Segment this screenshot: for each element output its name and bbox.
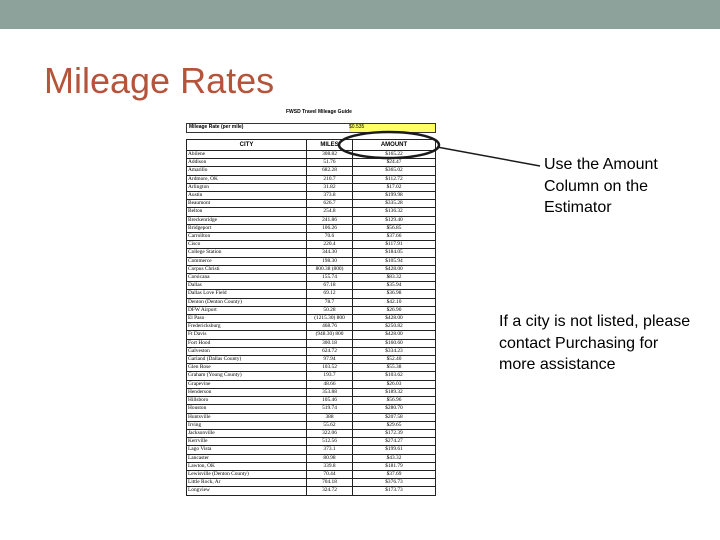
city-cell: Irving bbox=[187, 421, 307, 429]
table-row bbox=[187, 274, 436, 282]
miles-cell: 682.28 bbox=[307, 167, 353, 175]
amount-column-note: Use the Amount Column on the Estimator bbox=[544, 156, 658, 216]
amount-cell: $103.62 bbox=[353, 372, 436, 380]
header-bar bbox=[0, 0, 720, 29]
miles-cell: 626.7 bbox=[307, 200, 353, 208]
table-row bbox=[187, 331, 436, 339]
city-cell: Jacksonville bbox=[187, 429, 307, 437]
miles-cell: 324.72 bbox=[307, 487, 353, 495]
amount-cell: $428.00 bbox=[353, 331, 436, 339]
table-row bbox=[187, 397, 436, 405]
miles-cell: 48.66 bbox=[307, 380, 353, 388]
amount-cell: $105.94 bbox=[353, 257, 436, 265]
city-cell: El Paso bbox=[187, 315, 307, 323]
miles-cell: 193.7 bbox=[307, 372, 353, 380]
miles-cell: 468.76 bbox=[307, 323, 353, 331]
guide-title: FWSD Travel Mileage Guide bbox=[286, 109, 352, 115]
miles-cell: 300.18 bbox=[307, 339, 353, 347]
city-cell: Kerrville bbox=[187, 438, 307, 446]
table-row bbox=[187, 364, 436, 372]
table-row bbox=[187, 372, 436, 380]
miles-cell: (948.30) 800 bbox=[307, 331, 353, 339]
city-cell: Bridgeport bbox=[187, 224, 307, 232]
miles-cell: 78.7 bbox=[307, 298, 353, 306]
table-row bbox=[187, 323, 436, 331]
city-cell: Abilene bbox=[187, 151, 307, 159]
miles-cell: 800.38 (800) bbox=[307, 265, 353, 273]
city-cell: Lewisville (Denton County) bbox=[187, 470, 307, 478]
amount-cell: $335.28 bbox=[353, 200, 436, 208]
city-cell: Addison bbox=[187, 159, 307, 167]
miles-cell: 80.98 bbox=[307, 454, 353, 462]
city-cell: Henderson bbox=[187, 388, 307, 396]
city-cell: Little Rock, Ar bbox=[187, 479, 307, 487]
mileage-rate-cell bbox=[349, 124, 435, 132]
miles-cell: 373.1 bbox=[307, 446, 353, 454]
amount-cell: $365.02 bbox=[353, 167, 436, 175]
table-row bbox=[187, 454, 436, 462]
table-row bbox=[187, 388, 436, 396]
callout-line bbox=[437, 147, 540, 166]
city-cell: Grapevine bbox=[187, 380, 307, 388]
table-row bbox=[187, 462, 436, 470]
amount-cell: $29.65 bbox=[353, 421, 436, 429]
column-header-city: CITY bbox=[187, 140, 307, 151]
table-body bbox=[187, 151, 436, 496]
city-cell: Belton bbox=[187, 208, 307, 216]
miles-cell: 519.74 bbox=[307, 405, 353, 413]
city-cell: DFW Airport bbox=[187, 306, 307, 314]
city-cell: Longview bbox=[187, 487, 307, 495]
amount-cell: $129.40 bbox=[353, 216, 436, 224]
mileage-table bbox=[186, 139, 436, 496]
amount-cell: $83.32 bbox=[353, 274, 436, 282]
amount-cell: $136.32 bbox=[353, 208, 436, 216]
city-cell: Breckenridge bbox=[187, 216, 307, 224]
city-cell: Lancaster bbox=[187, 454, 307, 462]
city-cell: Dallas bbox=[187, 282, 307, 290]
city-cell: Beaumont bbox=[187, 200, 307, 208]
city-cell: Graham (Young County) bbox=[187, 372, 307, 380]
table-row bbox=[187, 306, 436, 314]
amount-cell: $37.69 bbox=[353, 470, 436, 478]
table-row bbox=[187, 438, 436, 446]
amount-cell: $35.94 bbox=[353, 282, 436, 290]
city-cell: Fredericksburg bbox=[187, 323, 307, 331]
miles-cell: 198.30 bbox=[307, 257, 353, 265]
amount-cell: $173.73 bbox=[353, 487, 436, 495]
city-cell: Commerce bbox=[187, 257, 307, 265]
table-row bbox=[187, 216, 436, 224]
table-header-row bbox=[187, 140, 436, 151]
city-cell: Glen Rose bbox=[187, 364, 307, 372]
table-row bbox=[187, 241, 436, 249]
amount-cell: $160.60 bbox=[353, 339, 436, 347]
city-cell: College Station bbox=[187, 249, 307, 257]
miles-cell: 105.46 bbox=[307, 397, 353, 405]
table-row bbox=[187, 282, 436, 290]
miles-cell: 373.8 bbox=[307, 192, 353, 200]
amount-cell: $17.02 bbox=[353, 183, 436, 191]
amount-cell: $165.22 bbox=[353, 151, 436, 159]
city-cell: Arlington bbox=[187, 183, 307, 191]
miles-cell: 512.56 bbox=[307, 438, 353, 446]
city-cell: Austin bbox=[187, 192, 307, 200]
mileage-rate-label: Mileage Rate (per mile) bbox=[189, 124, 244, 130]
city-cell: Amarillo bbox=[187, 167, 307, 175]
amount-cell: $55.38 bbox=[353, 364, 436, 372]
table-row bbox=[187, 339, 436, 347]
miles-cell: 51.76 bbox=[307, 159, 353, 167]
amount-cell: $26.90 bbox=[353, 306, 436, 314]
miles-cell: 31.82 bbox=[307, 183, 353, 191]
city-cell: Hillsboro bbox=[187, 397, 307, 405]
miles-cell: 220.4 bbox=[307, 241, 353, 249]
table-row bbox=[187, 192, 436, 200]
table-row bbox=[187, 175, 436, 183]
miles-cell: 339.8 bbox=[307, 462, 353, 470]
amount-cell: $189.32 bbox=[353, 388, 436, 396]
table-row bbox=[187, 167, 436, 175]
amount-cell: $37.66 bbox=[353, 233, 436, 241]
city-cell: Cisco bbox=[187, 241, 307, 249]
amount-cell: $172.39 bbox=[353, 429, 436, 437]
amount-cell: $376.73 bbox=[353, 479, 436, 487]
amount-cell: $334.23 bbox=[353, 347, 436, 355]
table-row bbox=[187, 249, 436, 257]
table-row bbox=[187, 183, 436, 191]
miles-cell: 241.86 bbox=[307, 216, 353, 224]
city-cell: Galveston bbox=[187, 347, 307, 355]
table-row bbox=[187, 159, 436, 167]
city-cell: Ft Davis bbox=[187, 331, 307, 339]
city-cell: Carrollton bbox=[187, 233, 307, 241]
miles-cell: 67.18 bbox=[307, 282, 353, 290]
table-row bbox=[187, 224, 436, 232]
amount-cell: $52.40 bbox=[353, 356, 436, 364]
amount-cell: $24.47 bbox=[353, 159, 436, 167]
amount-cell: $250.82 bbox=[353, 323, 436, 331]
amount-cell: $199.98 bbox=[353, 192, 436, 200]
table-row bbox=[187, 356, 436, 364]
city-cell: Lawton, OK bbox=[187, 462, 307, 470]
table-row bbox=[187, 405, 436, 413]
table-row bbox=[187, 208, 436, 216]
amount-cell: $117.91 bbox=[353, 241, 436, 249]
column-header-miles: MILES bbox=[307, 140, 353, 151]
miles-cell: 624.72 bbox=[307, 347, 353, 355]
miles-cell: 210.7 bbox=[307, 175, 353, 183]
miles-cell: 388 bbox=[307, 413, 353, 421]
amount-cell: $42.10 bbox=[353, 298, 436, 306]
miles-cell: 155.74 bbox=[307, 274, 353, 282]
amount-cell: $199.61 bbox=[353, 446, 436, 454]
table-row bbox=[187, 265, 436, 273]
miles-cell: 254.8 bbox=[307, 208, 353, 216]
city-cell: Huntsville bbox=[187, 413, 307, 421]
city-cell: Denton (Denton County) bbox=[187, 298, 307, 306]
city-cell: Houston bbox=[187, 405, 307, 413]
table-row bbox=[187, 479, 436, 487]
table-row bbox=[187, 470, 436, 478]
table-row bbox=[187, 487, 436, 495]
table-row bbox=[187, 257, 436, 265]
miles-cell: 704.18 bbox=[307, 479, 353, 487]
miles-cell: 344.30 bbox=[307, 249, 353, 257]
table-row bbox=[187, 421, 436, 429]
mileage-rate-row bbox=[186, 123, 436, 133]
slide-title: Mileage Rates bbox=[44, 60, 275, 101]
city-cell: Dallas Love Field bbox=[187, 290, 307, 298]
city-cell: Garland (Dallas County) bbox=[187, 356, 307, 364]
city-cell: Lago Vista bbox=[187, 446, 307, 454]
table-row bbox=[187, 347, 436, 355]
miles-cell: 50.28 bbox=[307, 306, 353, 314]
miles-cell: 97.94 bbox=[307, 356, 353, 364]
mileage-rate-value: $0.535 bbox=[349, 124, 365, 130]
table-row bbox=[187, 315, 436, 323]
table-row bbox=[187, 233, 436, 241]
miles-cell: 322.06 bbox=[307, 429, 353, 437]
amount-cell: $36.98 bbox=[353, 290, 436, 298]
miles-cell: 55.62 bbox=[307, 421, 353, 429]
amount-cell: $428.00 bbox=[353, 265, 436, 273]
miles-cell: 353.88 bbox=[307, 388, 353, 396]
amount-cell: $26.03 bbox=[353, 380, 436, 388]
table-row bbox=[187, 380, 436, 388]
table-row bbox=[187, 151, 436, 159]
table-row bbox=[187, 413, 436, 421]
amount-cell: $43.32 bbox=[353, 454, 436, 462]
column-header-amount: AMOUNT bbox=[353, 140, 436, 151]
amount-cell: $207.58 bbox=[353, 413, 436, 421]
amount-cell: $112.72 bbox=[353, 175, 436, 183]
miles-cell: 106.26 bbox=[307, 224, 353, 232]
miles-cell: 103.52 bbox=[307, 364, 353, 372]
amount-cell: $280.70 bbox=[353, 405, 436, 413]
city-cell: Corpus Christi bbox=[187, 265, 307, 273]
miles-cell: 70.6 bbox=[307, 233, 353, 241]
amount-cell: $56.85 bbox=[353, 224, 436, 232]
city-cell: Fort Hood bbox=[187, 339, 307, 347]
city-cell: Corsicana bbox=[187, 274, 307, 282]
miles-cell: (1215.30) 800 bbox=[307, 315, 353, 323]
amount-cell: $184.05 bbox=[353, 249, 436, 257]
miles-cell: 69.12 bbox=[307, 290, 353, 298]
amount-cell: $181.79 bbox=[353, 462, 436, 470]
miles-cell: 70.44 bbox=[307, 470, 353, 478]
miles-cell: 308.82 bbox=[307, 151, 353, 159]
table-row bbox=[187, 290, 436, 298]
table-row bbox=[187, 200, 436, 208]
amount-cell: $56.96 bbox=[353, 397, 436, 405]
table-row bbox=[187, 446, 436, 454]
table-row bbox=[187, 298, 436, 306]
table-row bbox=[187, 429, 436, 437]
city-cell: Ardmore, OK bbox=[187, 175, 307, 183]
amount-cell: $274.27 bbox=[353, 438, 436, 446]
amount-cell: $428.00 bbox=[353, 315, 436, 323]
contact-purchasing-note: If a city is not listed, please contact Purchasing for more assistance bbox=[499, 313, 691, 373]
